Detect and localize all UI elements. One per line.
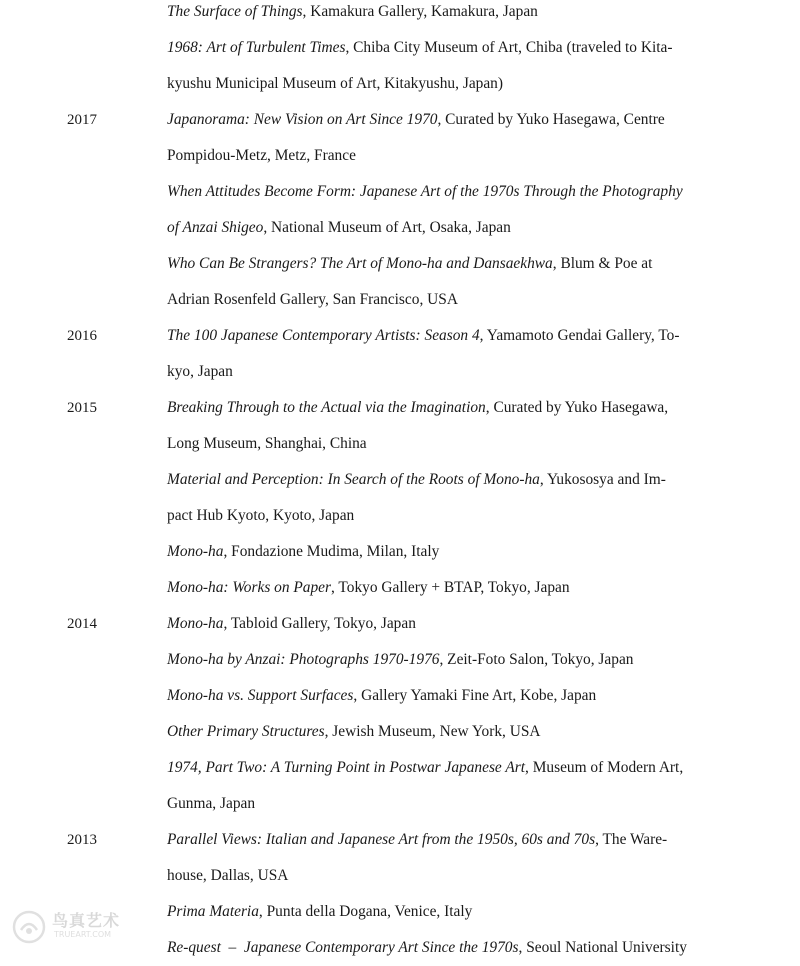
exhibition-text	[167, 822, 742, 894]
exhibition-venue: , Tabloid Gallery, Tokyo, Japan	[223, 615, 416, 632]
exhibition-title: Mono-ha by Anzai: Photographs 1970-1976	[167, 651, 440, 668]
exhibition-venue-continued: Pompidou-Metz, Metz, France	[167, 147, 356, 164]
exhibition-venue-continued: kyushu Municipal Museum of Art, Kitakyushu, Japan)	[167, 75, 503, 92]
exhibition-title: Who Can Be Strangers? The Art of Mono-ha and Dansaekhwa	[167, 255, 553, 272]
exhibition-text	[167, 570, 742, 606]
exhibition-venue: , Yamamoto Gendai Gallery, To-	[479, 327, 680, 344]
exhibition-venue: , Tokyo Gallery + BTAP, Tokyo, Japan	[331, 579, 570, 596]
year-label: 2015	[67, 400, 97, 416]
exhibition-venue-continued: Adrian Rosenfeld Gallery, San Francisco, USA	[167, 291, 458, 308]
exhibition-text	[167, 750, 742, 822]
exhibition-venue: , Blum & Poe at	[552, 255, 653, 272]
watermark-text: 鸟真艺术	[52, 911, 121, 930]
exhibition-text	[167, 30, 742, 102]
trueart-watermark	[12, 906, 132, 946]
exhibition-venue: , Kamakura Gallery, Kamakura, Japan	[302, 3, 538, 20]
exhibition-title: Re-quest – Japanese Contemporary Art Since the 1970s	[167, 939, 519, 956]
exhibition-title: Japanorama: New Vision on Art Since 1970	[167, 111, 438, 128]
exhibition-text	[167, 534, 742, 570]
exhibition-text	[167, 606, 742, 642]
exhibition-title: Mono-ha: Works on Paper	[167, 579, 332, 596]
exhibition-title: Other Primary Structures	[167, 723, 325, 740]
exhibition-text	[167, 0, 742, 30]
exhibition-text	[167, 930, 742, 966]
exhibition-text	[167, 246, 742, 318]
exhibition-title: Breaking Through to the Actual via the Imagination	[167, 399, 486, 416]
exhibition-title: 1968: Art of Turbulent Times	[167, 39, 346, 56]
exhibition-title: Mono-ha	[167, 543, 224, 560]
exhibition-venue: , Gallery Yamaki Fine Art, Kobe, Japan	[353, 687, 597, 704]
exhibition-text	[167, 714, 742, 750]
exhibition-venue-continued: pact Hub Kyoto, Kyoto, Japan	[167, 507, 355, 524]
year-label: 2017	[67, 112, 97, 128]
exhibition-venue: , Yukososya and Im-	[539, 471, 666, 488]
exhibition-venue: , The Ware-	[595, 831, 668, 848]
year-label: 2013	[67, 832, 97, 848]
exhibition-title: Mono-ha	[167, 615, 224, 632]
exhibition-title: The Surface of Things	[167, 3, 303, 20]
watermark-subtext: TRUEART.COM	[54, 930, 112, 939]
exhibition-title: 1974, Part Two: A Turning Point in Postwar Japanese Art	[167, 759, 526, 776]
exhibition-title: When Attitudes Become Form: Japanese Art of the 1970s Through the Photography	[167, 183, 683, 200]
year-label: 2014	[67, 616, 97, 632]
exhibition-venue-continued: house, Dallas, USA	[167, 867, 289, 884]
exhibition-venue: , Chiba City Museum of Art, Chiba (traveled to Kita-	[345, 39, 673, 56]
exhibition-title: Mono-ha vs. Support Surfaces	[167, 687, 354, 704]
exhibition-title: Material and Perception: In Search of the Roots of Mono-ha	[167, 471, 540, 488]
trueart-logo-icon	[12, 910, 46, 944]
exhibition-venue: , Jewish Museum, New York, USA	[324, 723, 541, 740]
exhibition-venue-continued: Long Museum, Shanghai, China	[167, 435, 367, 452]
exhibition-venue: , Curated by Yuko Hasegawa,	[485, 399, 669, 416]
exhibition-title: The 100 Japanese Contemporary Artists: Season 4	[167, 327, 480, 344]
exhibition-venue-continued: kyo, Japan	[167, 363, 233, 380]
exhibition-text	[167, 462, 742, 534]
exhibition-venue: , Punta della Dogana, Venice, Italy	[258, 903, 473, 920]
exhibition-venue: , Museum of Modern Art,	[525, 759, 684, 776]
exhibition-title: Prima Materia	[167, 903, 259, 920]
exhibition-title: Parallel Views: Italian and Japanese Art from the 1950s, 60s and 70s	[167, 831, 596, 848]
exhibition-text	[167, 102, 742, 174]
year-label: 2016	[67, 328, 97, 344]
exhibition-venue-continued: Gunma, Japan	[167, 795, 256, 812]
exhibition-text	[167, 642, 742, 678]
exhibition-venue: , National Museum of Art, Osaka, Japan	[263, 219, 511, 236]
exhibition-text	[167, 318, 742, 390]
exhibition-venue: , Seoul National University	[518, 939, 687, 956]
exhibition-title-continued: of Anzai Shigeo	[167, 219, 264, 236]
exhibition-venue: , Fondazione Mudima, Milan, Italy	[223, 543, 440, 560]
exhibition-text	[167, 678, 742, 714]
exhibition-text	[167, 174, 742, 246]
exhibition-venue: , Zeit-Foto Salon, Tokyo, Japan	[439, 651, 634, 668]
exhibition-text	[167, 390, 742, 462]
exhibition-text	[167, 894, 742, 930]
exhibition-venue: , Curated by Yuko Hasegawa, Centre	[437, 111, 665, 128]
